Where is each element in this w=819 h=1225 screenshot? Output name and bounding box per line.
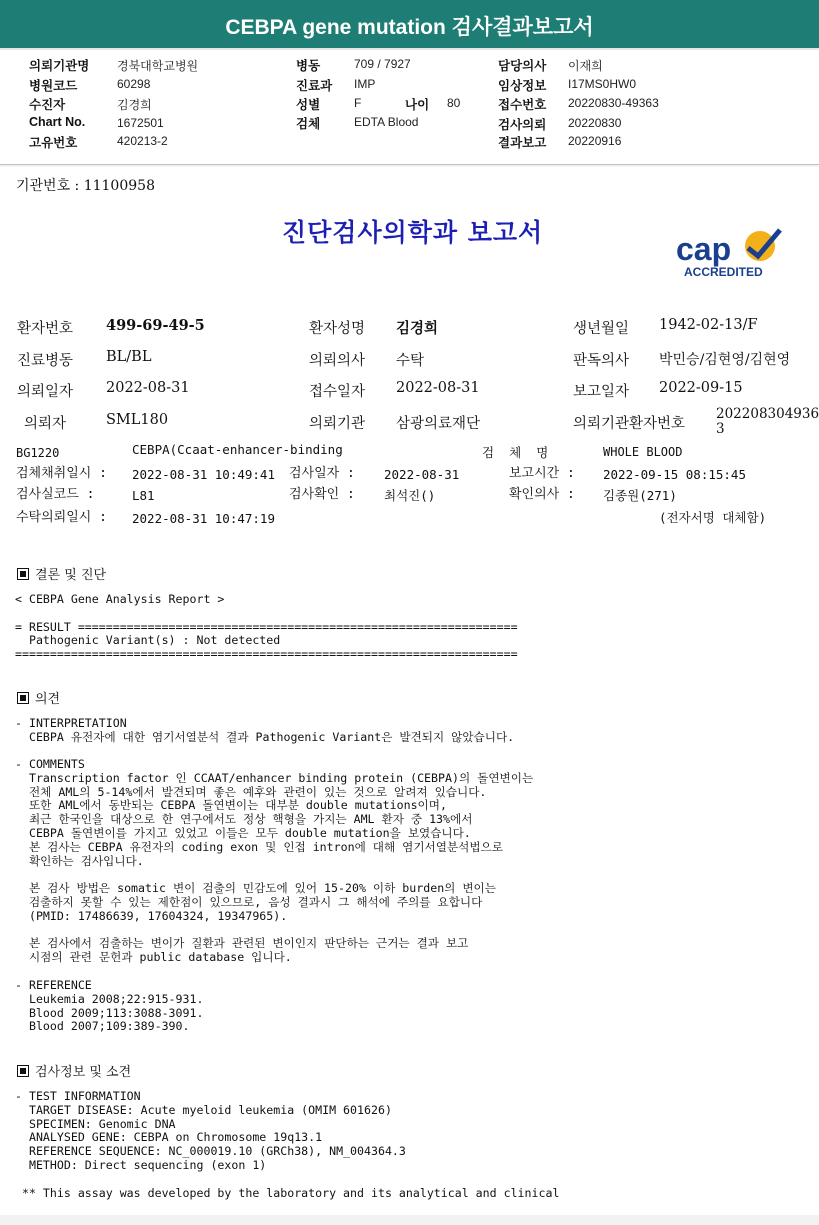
info-value: IMP xyxy=(354,77,376,91)
info-value: 20220830-49363 xyxy=(568,96,659,110)
info-value: 709 / 7927 xyxy=(354,57,411,71)
footnote: ** This assay was developed by the laboratory and its analytical and clinical xyxy=(15,1186,560,1200)
specimen-value: WHOLE BLOOD xyxy=(603,445,683,459)
test-value: 2022-08-31 xyxy=(384,467,460,482)
test-value: 2022-08-31 10:47:19 xyxy=(132,511,275,526)
info-value: 60298 xyxy=(117,77,151,91)
patient-value: 2022-09-15 xyxy=(659,380,743,396)
info-value: 420213-2 xyxy=(117,134,168,148)
patient-label: 생년월일 xyxy=(573,321,630,337)
test-value: 2022-09-15 08:15:45 xyxy=(603,467,746,482)
info-value: I17MS0HW0 xyxy=(568,77,637,91)
info-label: 임상정보 xyxy=(498,79,547,93)
section-testinfo xyxy=(17,1061,131,1080)
report-document xyxy=(0,167,819,1215)
section-square-icon xyxy=(17,1065,29,1077)
patient-info-header xyxy=(0,50,819,165)
info-label: Chart No. xyxy=(29,115,86,129)
test-label: 검 체 명 xyxy=(482,445,549,460)
test-label: 검사일자 : xyxy=(289,466,355,481)
interpretation-block: - INTERPRETATION CEBPA 유전자에 대한 염기서열분석 결과 Pathogenic Variant은 발견되지 않았습니다. xyxy=(15,716,515,744)
section-conclusion xyxy=(17,564,106,583)
patient-label: 보고일자 xyxy=(573,384,630,400)
section-square-icon xyxy=(17,692,29,704)
cap-logo-subtext: ACCREDITED xyxy=(684,265,763,279)
report-banner-title: CEBPA gene mutation 검사결과보고서 xyxy=(0,0,819,50)
info-value: F xyxy=(354,96,362,110)
test-label: 확인의사 : xyxy=(509,487,575,502)
patient-value: BL/BL xyxy=(106,349,152,365)
comments-block: - COMMENTS Transcription factor 인 CCAAT/enhancer binding protein (CEBPA)의 돌연변이는 전체 AML의 5-14%에서 발견되며 좋은 예후와 관련이 있는 것으로 알려져 있습니다. 또한 AML에서 동반되는 CEBPA 돌연변이는 대부분 double mutations이며, 최근 한국인을 대상으로 한 연구에서도 정상 핵형을 가지는 AML 환자 중 13%에서 CEBPA 돌연변이를 가지고 있었고 이들은 모두 double mutation을 보였습니다. 본 검사는 CEBPA 유전자의 coding exon 및 인접 intron에 대해 염기서열분석법으로 확인하는 검사입니다. 본 검사 방법은 somatic 변이 검출의 민감도에 있어 15-20% 이하 burden의 변이는 검출하지 못할 수 있는 제한점이 있으므로, 음성 결과시 그 해석에 주의를 요합니다 (PMID: 17486639, 17604324, 19347965). 본 검사에서 검출하는 변이가 질환과 관련된 변이인지 판단하는 근거는 결과 보고 시점의 관련 문헌과 public database 입니다. xyxy=(15,757,534,965)
info-label: 진료과 xyxy=(296,79,333,93)
test-value: 2022-08-31 10:49:41 xyxy=(132,467,275,482)
patient-label: 판독의사 xyxy=(573,353,630,369)
patient-label: 의뢰기관 xyxy=(309,416,366,432)
test-value: 김종원(271) xyxy=(603,488,677,503)
section-opinion xyxy=(17,688,60,707)
section-title: 의견 xyxy=(35,692,61,707)
info-value: 1672501 xyxy=(117,116,164,130)
test-label: 검사실코드 : xyxy=(16,487,95,502)
patient-value: 1942-02-13/F xyxy=(659,317,758,333)
patient-name: 김경희 xyxy=(396,320,439,337)
cap-accredited-logo xyxy=(668,220,794,284)
patient-label: 의뢰기관환자번호 xyxy=(573,416,686,432)
info-value: 이재희 xyxy=(568,59,603,73)
test-name: CEBPA(Ccaat-enhancer-binding xyxy=(132,442,343,457)
patient-label: 의뢰의사 xyxy=(309,353,366,369)
patient-value: 박민승/김현영/김현영 xyxy=(659,352,791,368)
patient-id: 499-69-49-5 xyxy=(106,317,205,334)
info-value: 20220916 xyxy=(568,134,622,148)
info-value: 20220830 xyxy=(568,116,622,130)
info-label: 수진자 xyxy=(29,98,66,112)
patient-value: 수탁 xyxy=(396,353,425,369)
info-label: 검체 xyxy=(296,117,321,131)
info-value: 경북대학교병원 xyxy=(117,59,199,73)
reference-block: - REFERENCE Leukemia 2008;22:915-931. Blood 2009;113:3088-3091. Blood 2007;109:389-390. xyxy=(15,978,204,1034)
info-label: 고유번호 xyxy=(29,136,78,150)
test-label: 수탁의뢰일시 : xyxy=(16,510,108,525)
info-label: 병동 xyxy=(296,59,321,73)
report-title: 진단검사의학과 보고서 xyxy=(282,218,544,247)
info-label: 담당의사 xyxy=(498,59,547,73)
test-value: L81 xyxy=(132,488,155,503)
patient-label: 의뢰자 xyxy=(24,416,67,432)
patient-label: 접수일자 xyxy=(309,384,366,400)
cap-logo-text: cap xyxy=(676,231,732,267)
section-square-icon xyxy=(17,568,29,580)
test-value: 최석진() xyxy=(384,488,436,503)
test-label: 검사확인 : xyxy=(289,487,355,502)
patient-value: 2022-08-31 xyxy=(106,380,190,396)
info-label: 병원코드 xyxy=(29,79,78,93)
patient-label: 진료병동 xyxy=(17,353,74,369)
esign-note: (전자서명 대체함) xyxy=(659,510,767,525)
info-label: 검사의뢰 xyxy=(498,118,547,132)
patient-value: 202208304936 xyxy=(716,406,819,422)
result-block: < CEBPA Gene Analysis Report > = RESULT =============================================================== Pathogenic Variant(s) : Not detected ======================================================================== xyxy=(15,592,518,662)
test-code: BG1220 xyxy=(16,446,60,460)
patient-label: 환자성명 xyxy=(309,321,366,337)
info-value: 김경희 xyxy=(117,98,152,112)
info-label: 결과보고 xyxy=(498,136,547,150)
info-label-age: 나이 xyxy=(405,98,430,112)
info-label: 의뢰기관명 xyxy=(29,59,90,73)
testinfo-block: - TEST INFORMATION TARGET DISEASE: Acute myeloid leukemia (OMIM 601626) SPECIMEN: Genomic DNA ANALYSED GENE: CEBPA on Chromosome 19q13.1 REFERENCE SEQUENCE: NC_000019.10 (GRCh38), NM_004364.3 METHOD: Direct sequencing (exon 1) xyxy=(15,1089,406,1172)
patient-value: SML180 xyxy=(106,412,169,428)
patient-label: 환자번호 xyxy=(17,321,74,337)
info-label: 성별 xyxy=(296,98,321,112)
patient-value: 삼광의료재단 xyxy=(396,416,481,432)
info-value-age: 80 xyxy=(447,96,461,110)
institution-number: 기관번호 : 11100958 xyxy=(16,178,155,194)
patient-value: 2022-08-31 xyxy=(396,380,480,396)
section-title: 결론 및 진단 xyxy=(35,568,107,583)
patient-value-wrap: 3 xyxy=(716,421,725,437)
test-label: 검체채취일시 : xyxy=(16,466,108,481)
info-value: EDTA Blood xyxy=(354,115,419,129)
patient-label: 의뢰일자 xyxy=(17,384,74,400)
section-title: 검사정보 및 소견 xyxy=(35,1065,132,1080)
info-label: 접수번호 xyxy=(498,98,547,112)
test-label: 보고시간 : xyxy=(509,466,575,481)
